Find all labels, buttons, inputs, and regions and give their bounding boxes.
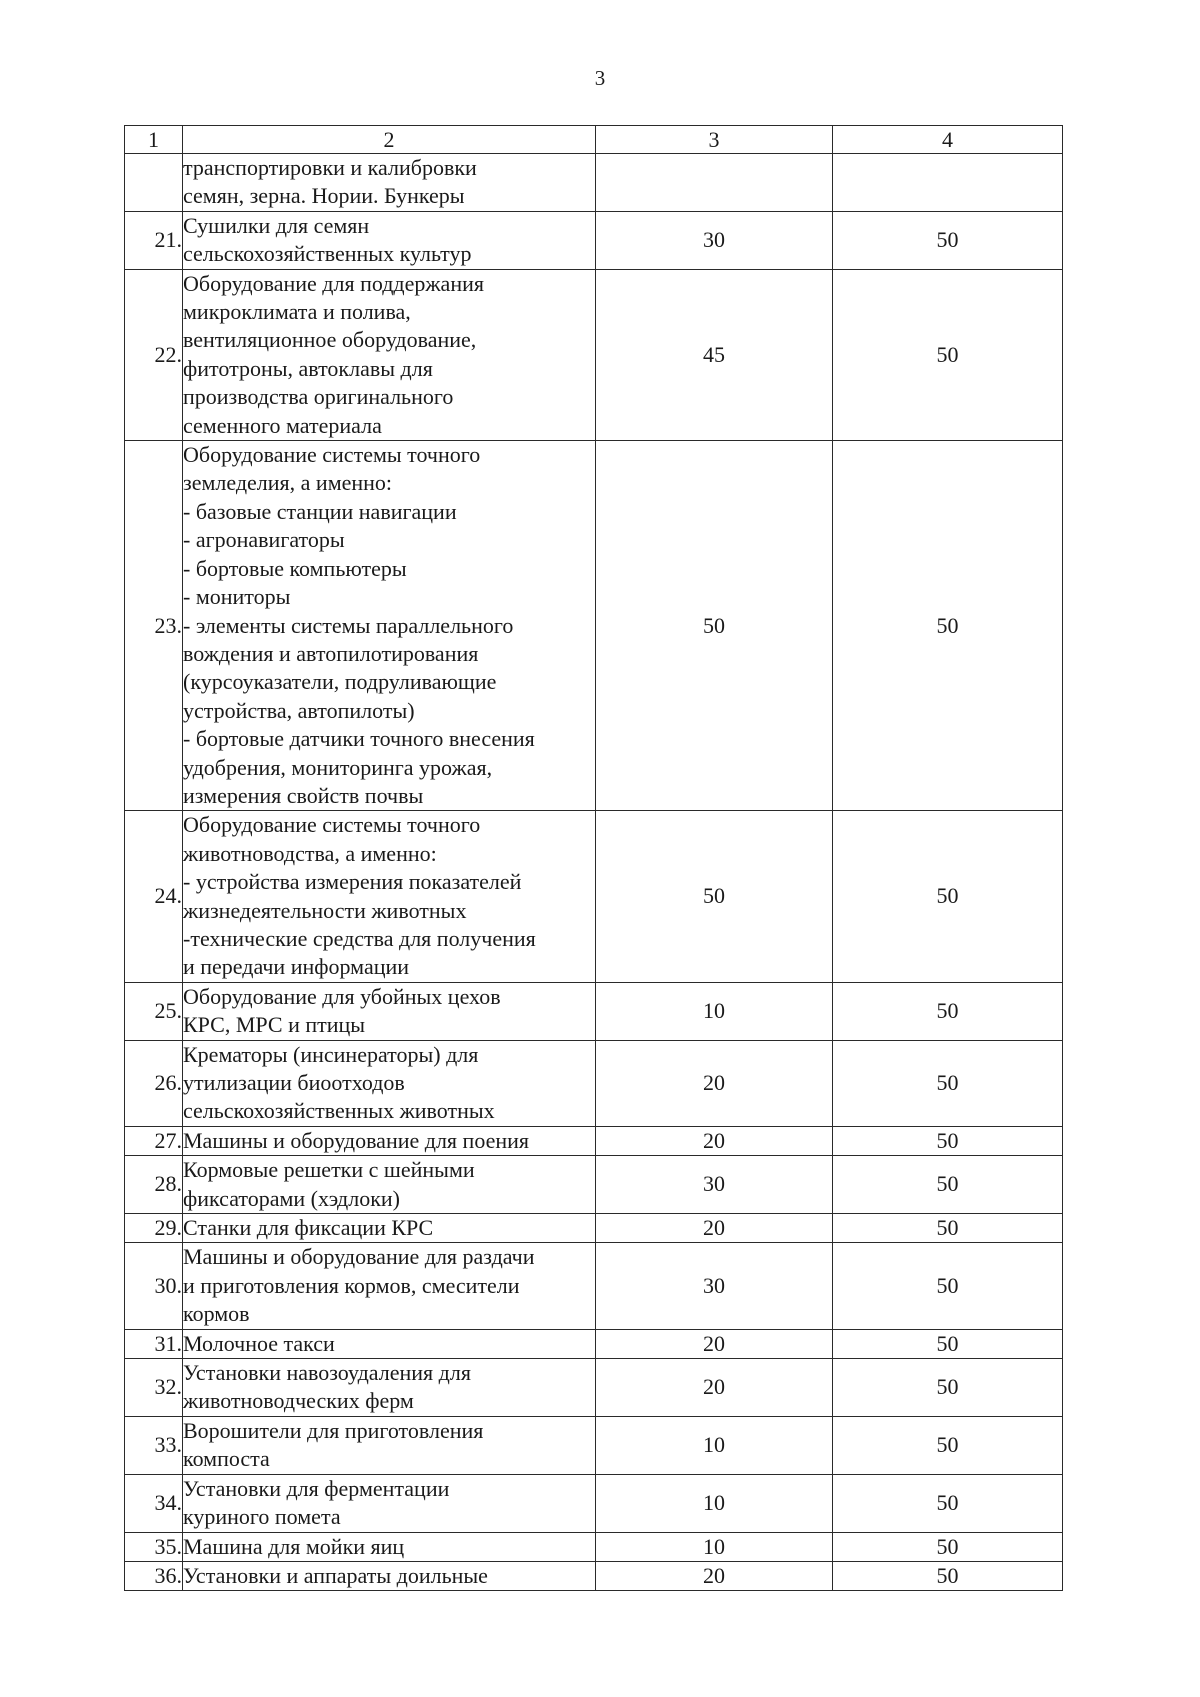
item-number-cell: 26.: [125, 1040, 183, 1126]
value-col4-cell: 50: [833, 269, 1063, 440]
table-row: [125, 1532, 1063, 1561]
item-name-cell: [183, 1532, 596, 1561]
item-number-cell: 27.: [125, 1126, 183, 1155]
item-name-line: утилизации биоотходов: [183, 1070, 405, 1095]
value-col3-cell: 10: [596, 1532, 833, 1561]
item-number-cell: 28.: [125, 1156, 183, 1214]
value-col3-cell: 50: [596, 441, 833, 811]
item-name-line: Ворошители для приготовления: [183, 1417, 484, 1443]
item-name-line: КРС, МРС и птицы: [183, 1012, 366, 1038]
equipment-table: [124, 125, 1063, 1591]
item-name-line: вождения и автопилотирования: [183, 640, 479, 666]
value-col3-cell: [596, 154, 833, 212]
table-row: [125, 1474, 1063, 1532]
item-name-cell: [183, 441, 596, 811]
item-name-cell: [183, 1126, 596, 1155]
value-col4-cell: 50: [833, 811, 1063, 982]
item-name-line: Кормовые решетки с шейными: [183, 1157, 475, 1183]
item-number-cell: 22.: [125, 269, 183, 440]
item-name-cell: [183, 269, 596, 440]
item-name-line: Установки навозоудаления для: [183, 1360, 471, 1386]
item-name-line: животноводческих ферм: [183, 1388, 414, 1414]
item-number-cell: 29.: [125, 1214, 183, 1243]
value-col4-cell: 50: [833, 1214, 1063, 1243]
value-col3-cell: 20: [596, 1359, 833, 1417]
item-number-cell: 31.: [125, 1329, 183, 1358]
table-row: [125, 982, 1063, 1040]
value-col3-cell: 20: [596, 1561, 833, 1590]
item-name-line: удобрения, мониторинга урожая,: [183, 754, 493, 780]
item-number-cell: 35.: [125, 1532, 183, 1561]
item-number-cell: 24.: [125, 811, 183, 982]
value-col3-cell: 30: [596, 1243, 833, 1329]
table-row: [125, 1214, 1063, 1243]
item-number-cell: [125, 154, 183, 212]
item-name-cell: [183, 211, 596, 269]
item-name-line: Машины и оборудование для поения: [183, 1127, 530, 1153]
value-col4-cell: 50: [833, 1126, 1063, 1155]
item-name-line: фиксаторами (хэдлоки): [183, 1185, 400, 1211]
value-col4-cell: 50: [833, 211, 1063, 269]
header-cell-3: 3: [596, 126, 833, 154]
table-row: [125, 1329, 1063, 1358]
item-number-cell: 32.: [125, 1359, 183, 1417]
item-name-line: куриного помета: [183, 1504, 341, 1530]
header-cell-2: 2: [183, 126, 596, 154]
item-name-cell: [183, 1329, 596, 1358]
item-name-cell: [183, 154, 596, 212]
item-name-line: Оборудование системы точного: [183, 812, 481, 838]
item-name-line: семян, зерна. Нории. Бункеры: [183, 183, 465, 209]
item-name-line: Крематоры (инсинераторы) для: [183, 1041, 479, 1067]
table-header-row: [125, 126, 1063, 154]
table-body: [125, 126, 1063, 1591]
value-col4-cell: 50: [833, 1416, 1063, 1474]
item-name-line: и передачи информации: [183, 954, 410, 980]
page-number: 3: [594, 66, 606, 90]
value-col3-cell: 20: [596, 1126, 833, 1155]
item-number-cell: 21.: [125, 211, 183, 269]
item-name-line: Машина для мойки яиц: [183, 1533, 405, 1559]
table-row: [125, 269, 1063, 440]
item-name-line: устройства, автопилоты): [183, 697, 415, 723]
table-row-continuation: [125, 154, 1063, 212]
table-row: [125, 1156, 1063, 1214]
item-name-line: Установки и аппараты доильные: [183, 1562, 488, 1588]
item-name-cell: [183, 1359, 596, 1417]
item-name-line: микроклимата и полива,: [183, 299, 411, 325]
value-col4-cell: 50: [833, 982, 1063, 1040]
item-name-line: животноводства, а именно:: [183, 840, 437, 866]
item-name-cell: [183, 1156, 596, 1214]
item-name-line: фитотроны, автоклавы для: [183, 355, 433, 381]
item-name-line: Оборудование для поддержания: [183, 270, 484, 296]
item-name-line: - базовые станции навигации: [183, 498, 457, 524]
value-col4-cell: 50: [833, 441, 1063, 811]
value-col3-cell: 10: [596, 982, 833, 1040]
table-row: [125, 1243, 1063, 1329]
item-name-cell: [183, 1416, 596, 1474]
item-name-cell: [183, 1561, 596, 1590]
item-name-line: - устройства измерения показателей: [183, 869, 522, 895]
value-col4-cell: 50: [833, 1329, 1063, 1358]
item-name-line: -технические средства для получения: [183, 925, 536, 951]
item-name-line: - мониторы: [183, 584, 291, 610]
table-row: [125, 1126, 1063, 1155]
table-row: [125, 1561, 1063, 1590]
item-number-cell: 30.: [125, 1243, 183, 1329]
item-name-line: - агронавигаторы: [183, 527, 345, 553]
item-name-line: (курсоуказатели, подруливающие: [183, 669, 497, 695]
table-row: [125, 1359, 1063, 1417]
item-name-line: - бортовые компьютеры: [183, 555, 407, 581]
item-name-line: - элементы системы параллельного: [183, 612, 514, 638]
item-name-line: семенного материала: [183, 412, 382, 438]
item-name-line: Машины и оборудование для раздачи: [183, 1244, 535, 1270]
item-name-line: - бортовые датчики точного внесения: [183, 726, 535, 752]
value-col3-cell: 30: [596, 1156, 833, 1214]
value-col3-cell: 45: [596, 269, 833, 440]
table-row: [125, 441, 1063, 811]
value-col4-cell: [833, 154, 1063, 212]
table-row: [125, 1416, 1063, 1474]
item-name-line: Сушилки для семян: [183, 212, 370, 238]
item-name-line: кормов: [183, 1301, 250, 1327]
value-col4-cell: 50: [833, 1156, 1063, 1214]
item-name-cell: [183, 1474, 596, 1532]
item-number-cell: 33.: [125, 1416, 183, 1474]
value-col4-cell: 50: [833, 1243, 1063, 1329]
item-name-line: вентиляционное оборудование,: [183, 327, 477, 353]
item-name-cell: [183, 1214, 596, 1243]
item-name-line: Станки для фиксации КРС: [183, 1215, 434, 1241]
value-col4-cell: 50: [833, 1532, 1063, 1561]
item-name-line: измерения свойств почвы: [183, 782, 424, 808]
value-col3-cell: 20: [596, 1329, 833, 1358]
value-col3-cell: 20: [596, 1214, 833, 1243]
value-col4-cell: 50: [833, 1359, 1063, 1417]
item-number-cell: 34.: [125, 1474, 183, 1532]
item-name-cell: [183, 1040, 596, 1126]
item-name-line: Установки для ферментации: [183, 1475, 450, 1501]
value-col4-cell: 50: [833, 1561, 1063, 1590]
item-name-line: производства оригинального: [183, 384, 454, 410]
value-col4-cell: 50: [833, 1040, 1063, 1126]
value-col3-cell: 10: [596, 1416, 833, 1474]
table-row: [125, 211, 1063, 269]
value-col3-cell: 20: [596, 1040, 833, 1126]
value-col4-cell: 50: [833, 1474, 1063, 1532]
value-col3-cell: 30: [596, 211, 833, 269]
item-name-line: сельскохозяйственных культур: [183, 241, 472, 267]
table-row: [125, 811, 1063, 982]
value-col3-cell: 50: [596, 811, 833, 982]
item-name-line: жизнедеятельности животных: [183, 897, 467, 923]
item-name-cell: [183, 811, 596, 982]
item-name-line: компоста: [183, 1446, 270, 1472]
value-col3-cell: 10: [596, 1474, 833, 1532]
item-name-line: Молочное такси: [183, 1330, 335, 1356]
item-name-cell: [183, 982, 596, 1040]
item-name-line: Оборудование системы точного: [183, 442, 481, 468]
item-name-line: и приготовления кормов, смесители: [183, 1272, 520, 1298]
item-name-line: земледелия, а именно:: [183, 470, 393, 496]
item-name-line: транспортировки и калибровки: [183, 155, 477, 180]
header-cell-4: 4: [833, 126, 1063, 154]
item-name-cell: [183, 1243, 596, 1329]
table-row: [125, 1040, 1063, 1126]
item-name-line: сельскохозяйственных животных: [183, 1098, 495, 1124]
item-number-cell: 25.: [125, 982, 183, 1040]
header-cell-1: 1: [125, 126, 183, 154]
item-name-line: Оборудование для убойных цехов: [183, 983, 501, 1009]
item-number-cell: 23.: [125, 441, 183, 811]
item-number-cell: 36.: [125, 1561, 183, 1590]
